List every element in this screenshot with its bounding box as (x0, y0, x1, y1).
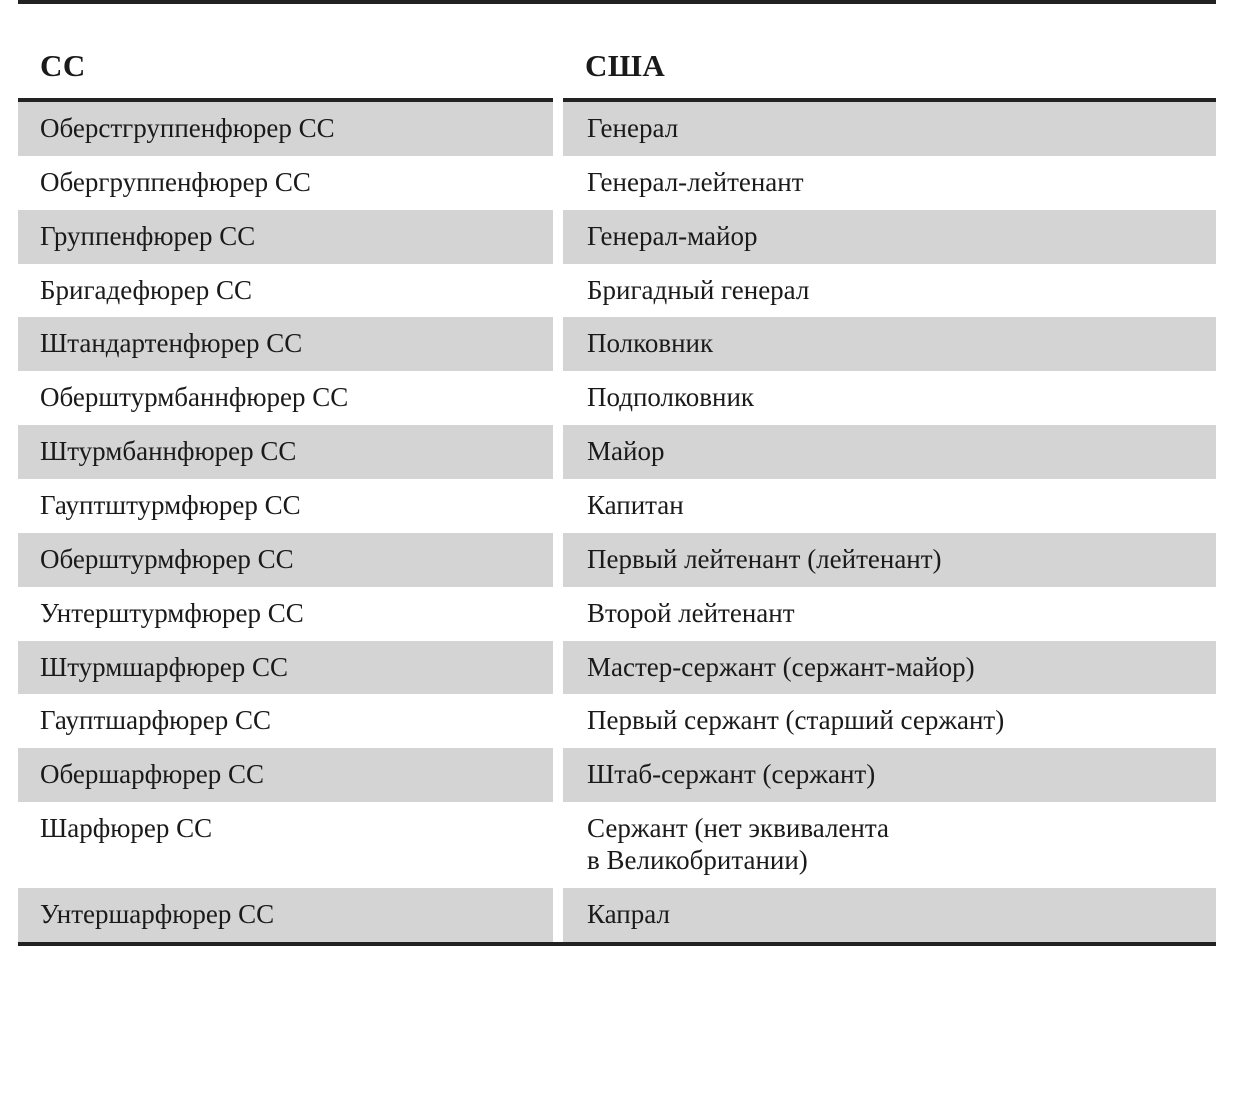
table-row (18, 802, 1216, 888)
table-row (18, 694, 1216, 748)
table-row (18, 533, 1216, 587)
table-row (18, 888, 1216, 942)
cell-ss-rank: Бригадефюрер СС (18, 264, 558, 318)
cell-ss-rank: Штурмшарфюрер СС (18, 641, 558, 695)
cell-ss-rank: Оберстгруппенфюрер СС (18, 100, 558, 156)
table-row (18, 641, 1216, 695)
cell-ss-rank: Унтерштурмфюрер СС (18, 587, 558, 641)
table-header-row (18, 32, 1216, 100)
cell-ss-rank: Группенфюрер СС (18, 210, 558, 264)
table-row (18, 425, 1216, 479)
cell-usa-rank: Второй лейтенант (558, 587, 1216, 641)
cell-ss-rank: Шарфюрер СС (18, 802, 558, 888)
cell-usa-rank: Генерал-майор (558, 210, 1216, 264)
table-row (18, 371, 1216, 425)
cell-ss-rank: Обергруппенфюрер СС (18, 156, 558, 210)
table-row (18, 317, 1216, 371)
cell-usa-rank: Первый сержант (старший сержант) (558, 694, 1216, 748)
column-header-usa: США (558, 32, 1216, 100)
table-bottom-rule (18, 942, 1216, 946)
table-row (18, 748, 1216, 802)
cell-usa-rank: Генерал-лейтенант (558, 156, 1216, 210)
cell-usa-rank: Подполковник (558, 371, 1216, 425)
cell-ss-rank: Оберштурмфюрер СС (18, 533, 558, 587)
cell-usa-rank: Полковник (558, 317, 1216, 371)
cell-usa-rank: Бригадный генерал (558, 264, 1216, 318)
table-head (18, 32, 1216, 100)
cell-usa-rank: Капитан (558, 479, 1216, 533)
table-row (18, 479, 1216, 533)
cell-usa-rank (558, 802, 1216, 888)
cell-ss-rank: Гауптштурмфюрер СС (18, 479, 558, 533)
cell-ss-rank: Гауптшарфюрер СС (18, 694, 558, 748)
cell-ss-rank: Обершарфюрер СС (18, 748, 558, 802)
table-row (18, 100, 1216, 156)
cell-ss-rank: Оберштурмбаннфюрер СС (18, 371, 558, 425)
table-body (18, 100, 1216, 942)
cell-usa-rank: Капрал (558, 888, 1216, 942)
cell-usa-rank: Первый лейтенант (лейтенант) (558, 533, 1216, 587)
cell-usa-rank: Штаб-сержант (сержант) (558, 748, 1216, 802)
cell-usa-rank: Мастер-сержант (сержант-майор) (558, 641, 1216, 695)
cell-usa-rank: Майор (558, 425, 1216, 479)
cell-ss-rank: Штандартенфюрер СС (18, 317, 558, 371)
cell-usa-rank-line2: в Великобритании) (587, 845, 808, 876)
table-top-rule (18, 0, 1216, 4)
cell-usa-rank: Генерал (558, 100, 1216, 156)
table-row (18, 210, 1216, 264)
cell-usa-rank-line1: Сержант (нет эквивалента (587, 813, 889, 844)
table-row (18, 156, 1216, 210)
cell-ss-rank: Штурмбаннфюрер СС (18, 425, 558, 479)
table-row (18, 264, 1216, 318)
rank-comparison-table (18, 32, 1216, 942)
cell-ss-rank: Унтершарфюрер СС (18, 888, 558, 942)
table-row (18, 587, 1216, 641)
column-header-ss: СС (18, 32, 558, 100)
